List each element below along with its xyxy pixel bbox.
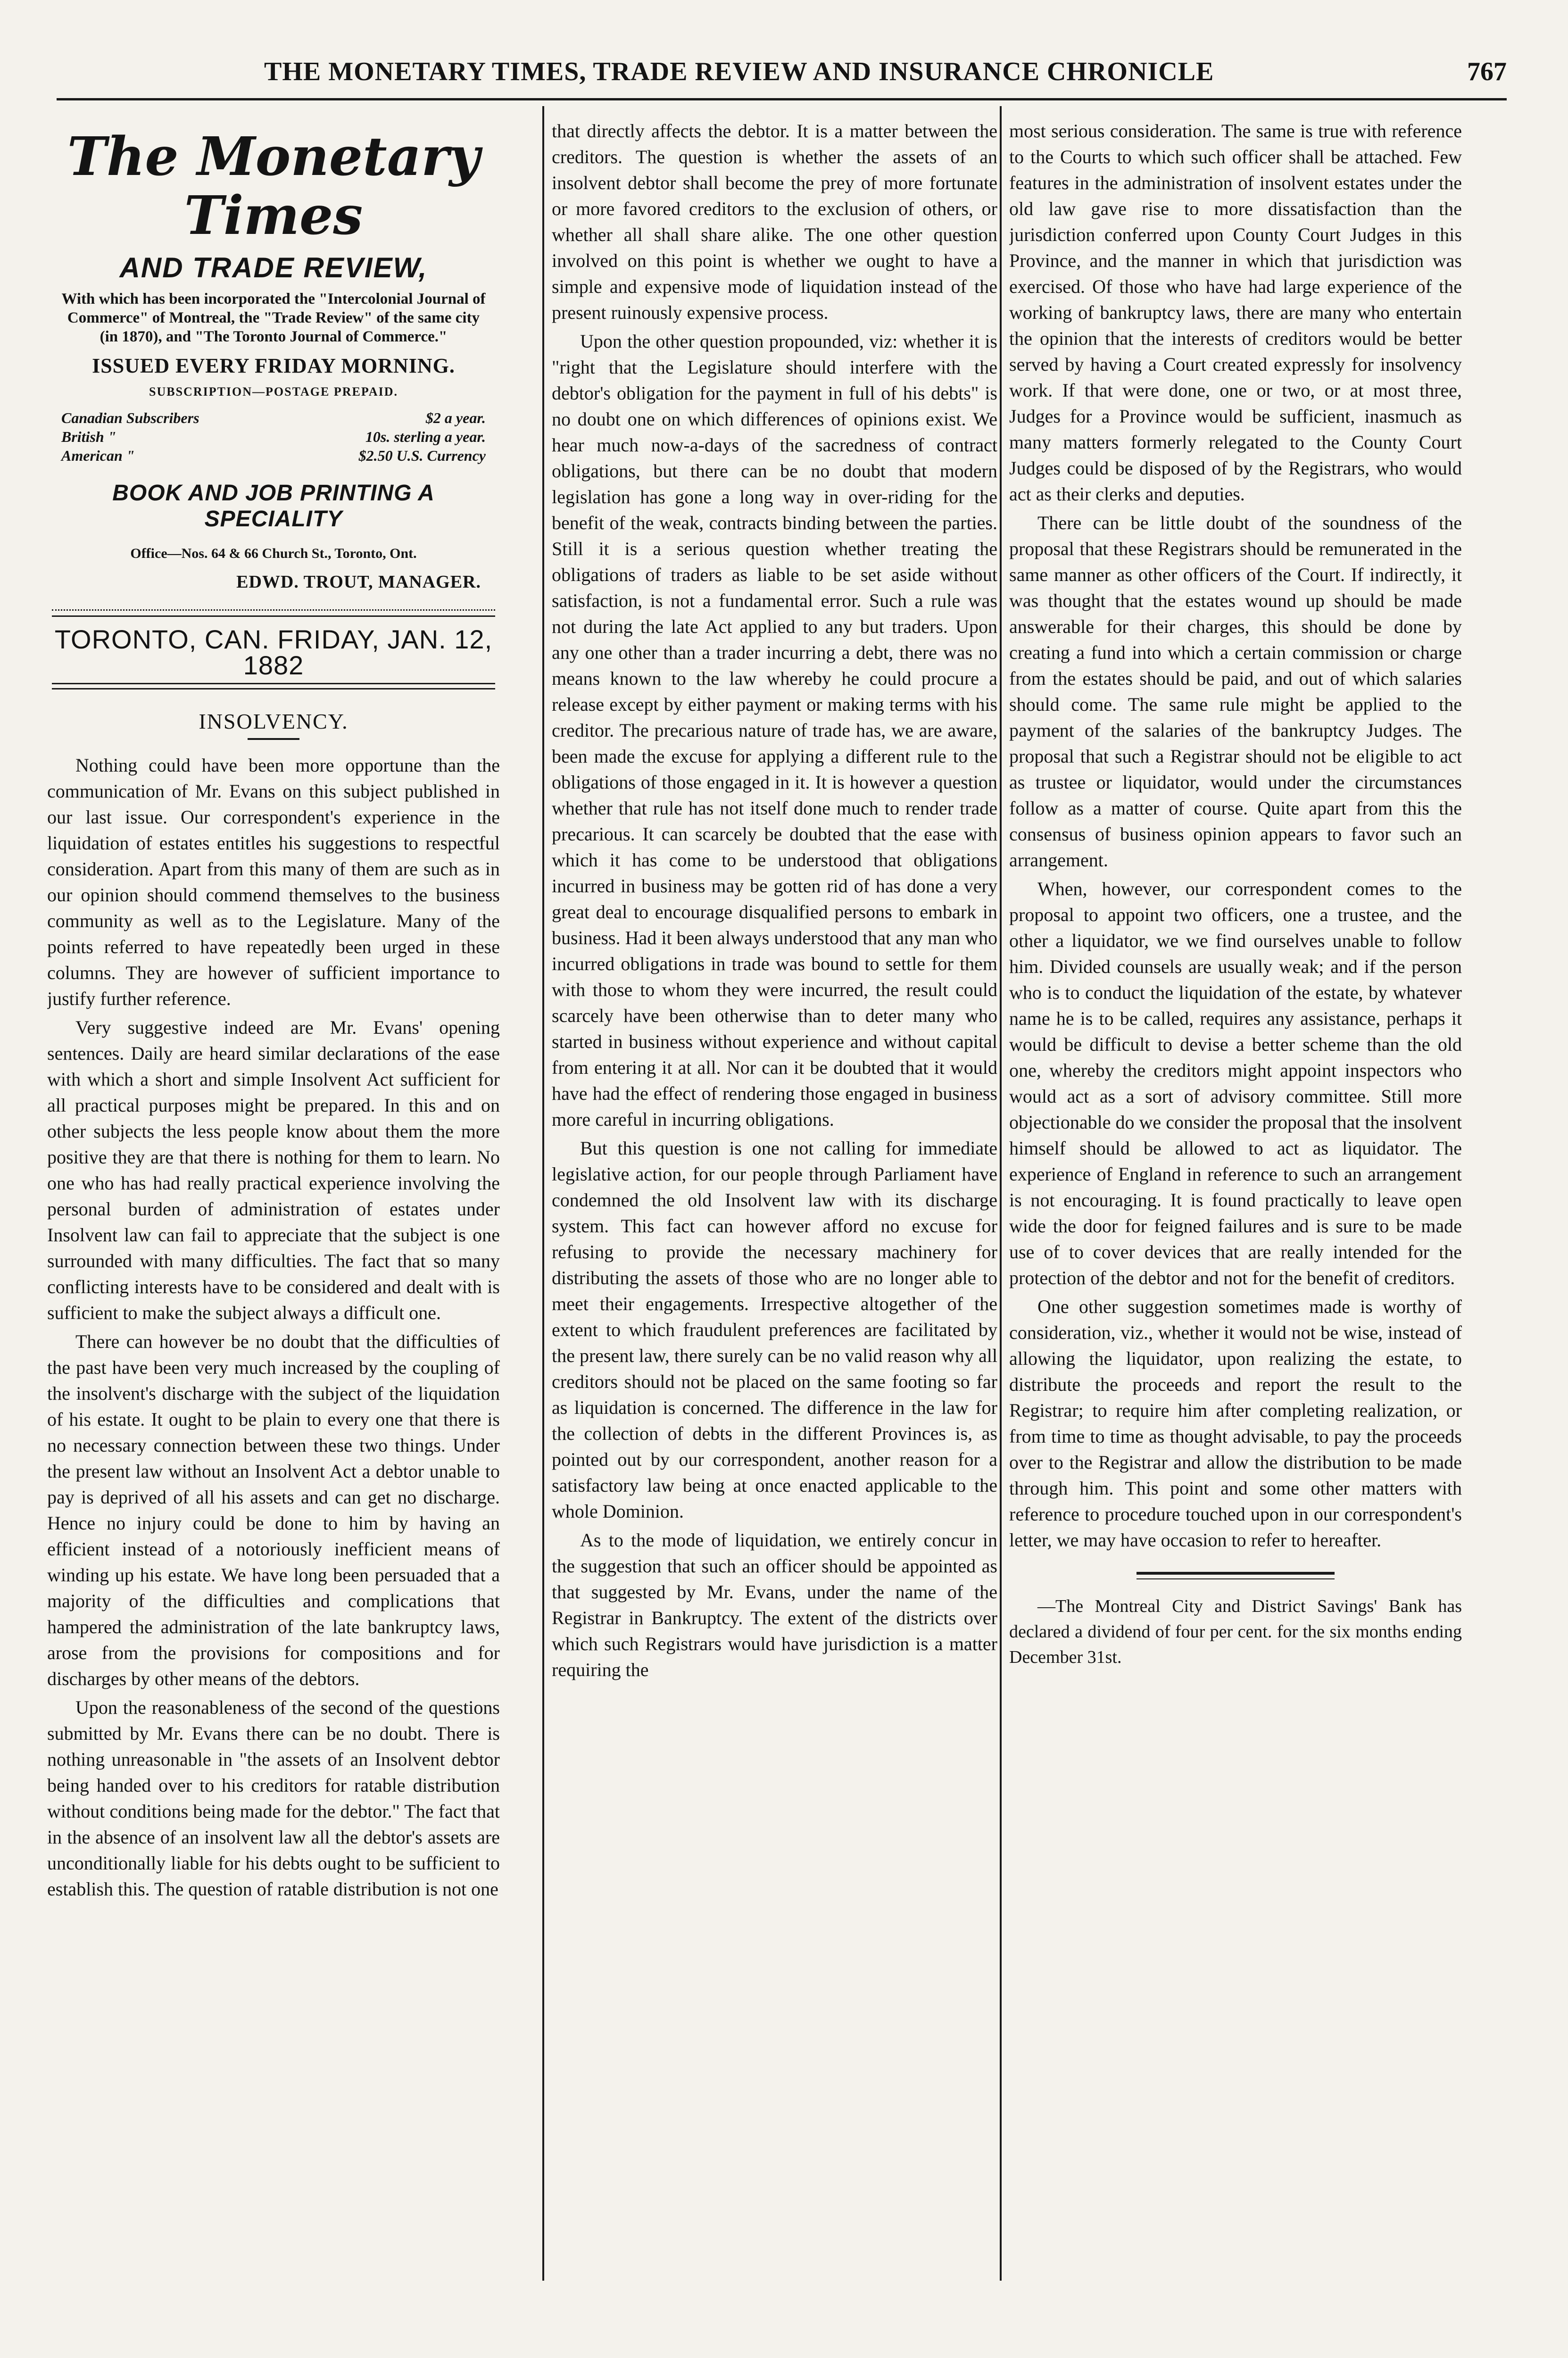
rate-row bbox=[61, 427, 486, 446]
column-2 bbox=[552, 118, 997, 2297]
page-number: 767 bbox=[1467, 57, 1507, 86]
masthead bbox=[47, 127, 500, 595]
article-paragraph: most serious consideration. The same is true with reference to the Courts to which such officer shall be attached. Few features in the administration of insolvent estates under the old law gave rise to more dissatisfaction than the jurisdiction conferred upon County Court Judges in this Province, and the manner in which that jurisdiction was exercised. Of those who have had large experience of the working of bankruptcy laws, there are many who entertain the opinion that the interests of creditors would be better served by having a Court created expressly for insolvency work. If that were done, one or two, or at most three, Judges for a Province would be sufficient, inasmuch as many matters formerly relegated to the County Court Judges could be disposed of by the Registrars, who would act as their clerks and deputies. bbox=[1009, 120, 1462, 505]
end-rule bbox=[1137, 1578, 1335, 1579]
article-paragraph: Nothing could have been more opportune than the communication of Mr. Evans on this subject published in our last issue. Our correspondent's experience in the liquidation of estates entitles his suggestions to respectful consideration. Apart from this many of them are such as in our opinion should commend themselves to the business community as well as to the Legislature. Many of the points referred to have repeatedly been urged in these columns. They are however of sufficient importance to justify further reference. bbox=[47, 755, 500, 1009]
rate-row bbox=[61, 408, 486, 427]
rate-label: American " bbox=[61, 447, 135, 464]
masthead-subtitle: AND TRADE REVIEW, bbox=[119, 252, 428, 283]
subscription-heading: SUBSCRIPTION—POSTAGE PREPAID. bbox=[149, 385, 398, 399]
separator-rule bbox=[52, 609, 495, 611]
article-paragraph: When, however, our correspondent comes to the proposal to appoint two officers, one a trustee, and the other a liquidator, we we find ourselves unable to follow him. Divided counsels are usually weak; and if the person who is to conduct the liquidation of the estate, by whatever name he is to be called, requires any assistance, perhaps it would be difficult to devise a better scheme than the old one, whereby the creditors might appoint inspectors who would act as a sort of advisory committee. Still more objectionable do we consider the proposal that the insolvent himself should be allowed to act as liquidator. The experience of England in reference to such an arrangement is not encouraging. It is found practically to leave open wide the door for feigned failures and is sure to be made use of to cover devices that are really intended for the protection of the debtor and not for the benefit of creditors. bbox=[1009, 878, 1462, 1288]
rate-label: Canadian Subscribers bbox=[61, 409, 199, 426]
manager-name: EDWD. TROUT, MANAGER. bbox=[236, 572, 481, 592]
column-3 bbox=[1009, 118, 1462, 2297]
rate-price: $2.50 U.S. Currency bbox=[358, 447, 486, 464]
masthead-title: The Monetary Times bbox=[67, 126, 480, 247]
rate-price: 10s. sterling a year. bbox=[365, 428, 486, 445]
column-1 bbox=[47, 118, 500, 2297]
rate-price: $2 a year. bbox=[425, 409, 486, 426]
book-printing-banner: BOOK AND JOB PRINTING A SPECIALITY bbox=[112, 481, 435, 531]
article-paragraph: that directly affects the debtor. It is a matter between the creditors. The question is whether the assets of an insolvent debtor shall become the prey of more fortunate or more favored creditors to the exclusion of others, or whether all shall share alike. The one other question involved on this point is whether we ought to have a simple and expensive mode of liquidation instead of the present ruinously expensive process. bbox=[552, 120, 997, 323]
article-paragraph: One other suggestion sometimes made is worthy of consideration, viz., whether it would not be wise, instead of allowing the liquidator, upon realizing the estate, to distribute the proceeds and report the result to the Registrar; to require him after completing realization, or from time to time as thought advisable, to pay the proceeds over to the Registrar and allow the distribution to be made through him. This point and some other matters with reference to procedure touched upon in our correspondent's letter, we may have occasion to refer to hereafter. bbox=[1009, 1296, 1462, 1551]
running-head bbox=[0, 52, 1568, 94]
article-paragraph: Upon the other question propounded, viz: whether it is "right that the Legislature should interfere with the debtor's obligation for the payment in full of his debts" is no doubt one on which differences of opinions exist. We hear much now-a-days of the sacredness of contract obligations, but there can be no doubt that modern legislation has gone a long way in over-riding for the benefit of the weak, contracts binding between the parties. Still it is a serious question whether treating the obligations of traders as liable to be set aside without satisfaction, is not a fundamental error. Such a rule was not during the late Act applied to any but traders. Upon any one other than a trader incurring a debt, there was no means known to the law whereby he could procure a release except by either payment or making terms with his creditor. The precarious nature of trade has, we are aware, been made the excuse for applying a different rule to the obligations of those engaged in it. It is however a question whether that rule has not itself done much to render trade precarious. It can scarcely be doubted that the ease with which it has come to be understood that obligations incurred in business may be gotten rid of has done a very great deal to encourage disqualified persons to embark in business. Had it been always understood that any man who incurred obligations in trade was bound to settle for them with those to whom they were incurred, the result could scarcely have been otherwise than to deter many who started in business without experience and without capital from entering it at all. Nor can it be doubted that it would have had the effect of rendering those engaged in business more careful in incurring obligations. bbox=[552, 331, 997, 1130]
end-rule bbox=[1137, 1572, 1335, 1575]
article-paragraph: As to the mode of liquidation, we entirely concur in the suggestion that such an officer should be appointed as that suggested by Mr. Evans, under the name of the Registrar in Bankruptcy. The extent of the districts over which such Registrars would have jurisdiction is a matter requiring the bbox=[552, 1529, 997, 1680]
separator-rule bbox=[52, 683, 495, 689]
rate-row bbox=[61, 446, 486, 465]
title-rule bbox=[248, 738, 299, 740]
separator-rule bbox=[52, 615, 495, 617]
article-title: INSOLVENCY. bbox=[199, 709, 348, 733]
article-paragraph: There can be little doubt of the soundness of the proposal that these Registrars should be remunerated in the same manner as other officers of the Court. If indirectly, it was thought that the estates wound up should be made answerable for their charges, this should be done by creating a fund into which a certain commission or charge from the estates should be paid, and out of which salaries should come. The same rule might be applied to the payment of the salaries of the bankruptcy Judges. The proposal that such a Registrar should not be eligible to act as trustee or liquidator, would under the circumstances follow as a matter of course. Quite apart from this the consensus of business opinion appears to favor such an arrangement. bbox=[1009, 512, 1462, 871]
header-rule bbox=[57, 98, 1507, 100]
masthead-note: With which has been incorporated the "Intercolonial Journal of Commerce" of Montreal, the "Trade Review" of the same city (in 1870), and "The Toronto Journal of Commerce." bbox=[61, 291, 486, 345]
rate-label: British " bbox=[61, 428, 116, 445]
article-paragraph: There can however be no doubt that the difficulties of the past have been very much increased by the coupling of the insolvent's discharge with the subject of the liquidation of his estate. It ought to be plain to every one that there is no necessary connection between these two things. Under the present law without an Insolvent Act a debtor unable to pay is deprived of all his assets and can get no discharge. Hence no injury could be done to him by having an efficient instead of a notoriously inefficient means of winding up his estate. We have long been persuaded that a majority of the difficulties and complications that hampered the administration of the late bankruptcy laws, arose from the provisions for compositions and for discharges by other means of the debtors. bbox=[47, 1331, 500, 1689]
running-title: THE MONETARY TIMES, TRADE REVIEW AND INSURANCE CHRONICLE bbox=[264, 57, 1214, 86]
subscription-rates bbox=[61, 408, 486, 465]
column-divider bbox=[1000, 106, 1002, 2281]
news-item: —The Montreal City and District Savings' Bank has declared a dividend of four per cent. for the six months ending December 31st. bbox=[1009, 1596, 1462, 1667]
dateline: TORONTO, CAN. FRIDAY, JAN. 12, 1882 bbox=[54, 624, 493, 680]
column-divider bbox=[542, 106, 544, 2281]
article-paragraph: Upon the reasonableness of the second of the questions submitted by Mr. Evans there can be no doubt. There is nothing unreasonable in "the assets of an Insolvent debtor being handed over to his creditors for ratable distribution without conditions being made for the debtor." The fact that in the absence of an insolvent law all the debtor's assets are unconditionally liable for his debts ought to be sufficient to establish this. The question of ratable distribution is not one bbox=[47, 1697, 500, 1900]
issued-line: ISSUED EVERY FRIDAY MORNING. bbox=[92, 354, 455, 377]
article-paragraph: Very suggestive indeed are Mr. Evans' opening sentences. Daily are heard similar declarations of the ease with which a short and simple Insolvent Act sufficient for all practical purposes might be prepared. In this and on other subjects the less people know about them the more positive they are that there is nothing for them to learn. No one who has had really practical experience involving the personal burden of administration of estates under Insolvent law can fail to appreciate that the subject is one surrounded with many difficulties. The fact that so many conflicting interests have to be considered and dealt with is sufficient to make the subject always a difficult one. bbox=[47, 1017, 500, 1323]
office-address: Office—Nos. 64 & 66 Church St., Toronto, Ont. bbox=[130, 546, 417, 561]
article-paragraph: But this question is one not calling for immediate legislative action, for our people through Parliament have condemned the old Insolvent law with its discharge system. This fact can however afford no excuse for refusing to provide the necessary machinery for distributing the assets of those who are no longer able to meet their engagements. Irrespective altogether of the extent to which fraudulent preferences are facilitated by the present law, there surely can be no valid reason why all creditors should not be placed on the same footing so far as liquidation is concerned. The difference in the law for the collection of debts in the different Provinces is, as pointed out by our correspondent, another reason for a satisfactory law being at once enacted applicable to the whole Dominion. bbox=[552, 1137, 997, 1522]
